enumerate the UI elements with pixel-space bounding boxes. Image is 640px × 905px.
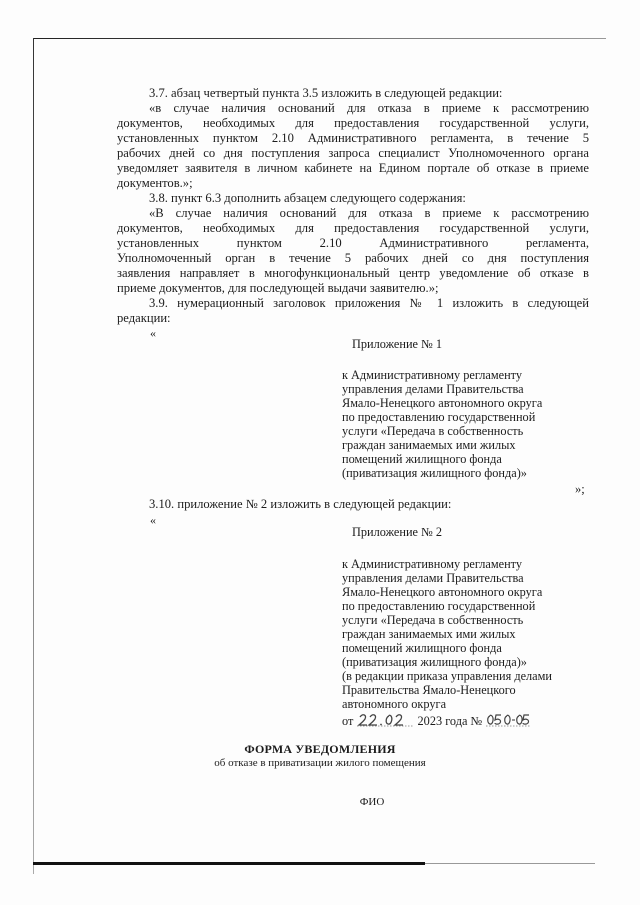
scan-edge-top <box>34 38 606 39</box>
appendix-1-line: (приватизация жилищного фонда)» <box>342 466 527 480</box>
clause-3-8-line: заявления направляет в многофункциональный центр уведомление об отказе в <box>117 266 589 280</box>
appendix-1-line: управления делами Правительства <box>342 382 524 396</box>
handwritten-date-svg <box>356 712 414 728</box>
clause-3-7-line: «в случае наличия оснований для отказа в приеме к рассмотрению <box>149 101 589 115</box>
open-quote: « <box>150 326 156 340</box>
clause-3-7-line: документов.»; <box>117 176 193 190</box>
date-suffix: 2023 года № <box>417 714 483 728</box>
form-title: ФОРМА УВЕДОМЛЕНИЯ <box>244 742 396 756</box>
scan-edge-bottom-light <box>425 863 595 864</box>
appendix-2-date-line <box>342 712 590 731</box>
appendix-1-closing-quote: »; <box>575 482 585 496</box>
appendix-1-line: к Административному регламенту <box>342 368 523 382</box>
form-subtitle: об отказе в приватизации жилого помещения <box>214 757 426 769</box>
clause-3-7-line: документов, необходимых для предоставления государственной услуги, <box>117 116 589 130</box>
appendix-2-line: Правительства Ямало-Ненецкого <box>342 683 516 697</box>
open-quote: « <box>150 513 156 527</box>
clause-3-9-intro-cont: редакции: <box>117 311 171 325</box>
clause-3-10-intro: 3.10. приложение № 2 изложить в следующей редакции: <box>149 497 452 511</box>
clause-3-8-line: документов, необходимых для предоставления государственной услуги, <box>117 221 589 235</box>
appendix-1-line: помещений жилищного фонда <box>342 452 502 466</box>
appendix-2-line: к Административному регламенту <box>342 557 523 571</box>
clause-3-9-intro: 3.9. нумерационный заголовок приложения № 1 изложить в следующей <box>149 296 589 310</box>
clause-3-7-intro: 3.7. абзац четвертый пункта 3.5 изложить в следующей редакции: <box>149 86 503 100</box>
handwritten-date <box>356 712 414 731</box>
appendix-1-line: Ямало-Ненецкого автономного округа <box>342 396 543 410</box>
clause-3-8-line: Уполномоченный орган в течение 5 рабочих дней со дня поступления <box>117 251 589 265</box>
appendix-2-line: (в редакции приказа управления делами <box>342 669 553 683</box>
clause-3-7-line: установленных пунктом 2.10 Административного регламента, в течение 5 <box>117 131 589 145</box>
appendix-2-line: помещений жилищного фонда <box>342 641 502 655</box>
appendix-1-title: Приложение № 1 <box>352 337 443 351</box>
appendix-2-line: по предоставлению государственной <box>342 599 536 613</box>
clause-3-7-line: рабочих дней со дня поступления запроса специалист Уполномоченного органа <box>117 146 589 160</box>
scan-edge-bottom <box>33 862 425 865</box>
appendix-1-line: по предоставлению государственной <box>342 410 536 424</box>
appendix-2-line: Ямало-Ненецкого автономного округа <box>342 585 543 599</box>
handwritten-number-svg <box>485 712 531 728</box>
clause-3-8-line: приеме документов, для последующей выдачи заявителю.»; <box>117 281 439 295</box>
date-prefix: от <box>342 714 354 728</box>
appendix-2-line: услуги «Передача в собственность <box>342 613 524 627</box>
appendix-2-title: Приложение № 2 <box>352 525 443 539</box>
clause-3-7-line: уведомляет заявителя в личном кабинете на Едином портале об отказе в приеме <box>117 161 589 175</box>
appendix-1-line: услуги «Передача в собственность <box>342 424 524 438</box>
appendix-2-line: (приватизация жилищного фонда)» <box>342 655 527 669</box>
appendix-2-line: управления делами Правительства <box>342 571 524 585</box>
clause-3-8-line: «В случае наличия оснований для отказа в приеме к рассмотрению <box>149 206 589 220</box>
appendix-1-line: граждан занимаемых ими жилых <box>342 438 516 452</box>
fio-label: ФИО <box>359 796 385 808</box>
clause-3-8-intro: 3.8. пункт 6.3 дополнить абзацем следующего содержания: <box>149 191 466 205</box>
handwritten-number <box>485 712 531 731</box>
clause-3-8-line: установленных пунктом 2.10 Административного регламента, <box>117 236 589 250</box>
appendix-2-line: автономного округа <box>342 697 447 711</box>
appendix-2-line: граждан занимаемых ими жилых <box>342 627 516 641</box>
